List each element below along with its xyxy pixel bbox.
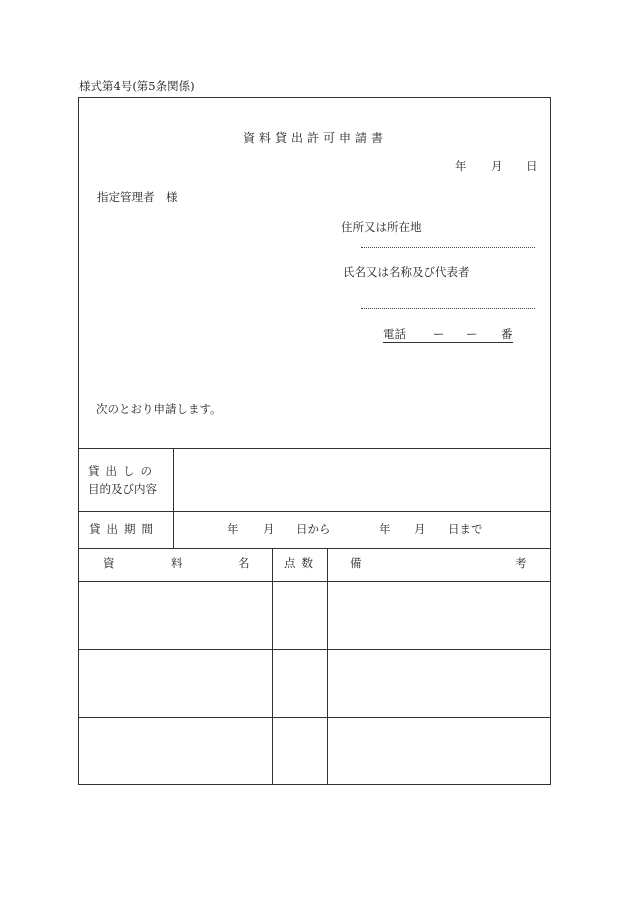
table-row-1-material-cell[interactable] <box>80 583 271 648</box>
tel-label: 電話 <box>383 327 406 341</box>
table-row-2-remarks-cell[interactable] <box>329 651 549 716</box>
table-row-1-remarks-cell[interactable] <box>329 583 549 648</box>
table-row-rule-1 <box>78 649 551 650</box>
period-row-top-rule <box>78 511 551 512</box>
header-material-name-c: 名 <box>238 556 250 570</box>
form-number-label: 様式第4号(第5条関係) <box>79 79 195 93</box>
table-row-1-count-cell[interactable] <box>274 583 326 648</box>
table-row-3-remarks-cell[interactable] <box>329 719 549 784</box>
name-line[interactable] <box>361 308 535 309</box>
header-material-name-a: 資 <box>103 556 115 570</box>
header-remarks-b: 考 <box>515 556 527 570</box>
table-row-3-material-cell[interactable] <box>80 719 271 784</box>
table-row-rule-2 <box>78 717 551 718</box>
name-label: 氏名又は名称及び代表者 <box>343 265 470 279</box>
period-label: 貸出期間 <box>89 522 159 536</box>
table-body-top-rule <box>78 581 551 582</box>
purpose-label-line1: 貸出しの <box>88 464 158 478</box>
table-header-top-rule <box>78 548 551 549</box>
header-remarks-a: 備 <box>350 556 362 570</box>
address-line[interactable] <box>361 247 535 248</box>
period-start-month: 月 <box>263 522 275 536</box>
table-row-3-count-cell[interactable] <box>274 719 326 784</box>
tel-suffix: 番 <box>501 327 513 341</box>
date-month: 月 <box>491 159 503 173</box>
period-end-year: 年 <box>379 522 391 536</box>
form-title: 資料貸出許可申請書 <box>242 131 387 145</box>
tel-separator-2: ー <box>466 327 478 341</box>
tel-separator-1: ー <box>433 327 445 341</box>
period-start-year: 年 <box>227 522 239 536</box>
request-statement: 次のとおり申請します。 <box>96 402 222 416</box>
address-label: 住所又は所在地 <box>341 220 422 234</box>
purpose-row-top-rule <box>78 448 551 449</box>
purpose-input-area[interactable] <box>175 450 549 510</box>
remarks-column-left-rule <box>327 548 328 785</box>
period-end-day: 日まで <box>448 522 483 536</box>
period-start-day: 日から <box>296 522 331 536</box>
label-column-rule <box>173 448 174 548</box>
table-row-2-material-cell[interactable] <box>80 651 271 716</box>
count-column-left-rule <box>272 548 273 785</box>
purpose-label-line2: 目的及び内容 <box>88 482 157 496</box>
tel-underline[interactable] <box>383 342 513 343</box>
period-end-month: 月 <box>414 522 426 536</box>
header-count: 点数 <box>284 556 319 570</box>
header-material-name-b: 料 <box>171 556 183 570</box>
date-year: 年 <box>455 159 467 173</box>
date-day: 日 <box>526 159 538 173</box>
addressee: 指定管理者 様 <box>97 190 178 204</box>
table-row-2-count-cell[interactable] <box>274 651 326 716</box>
